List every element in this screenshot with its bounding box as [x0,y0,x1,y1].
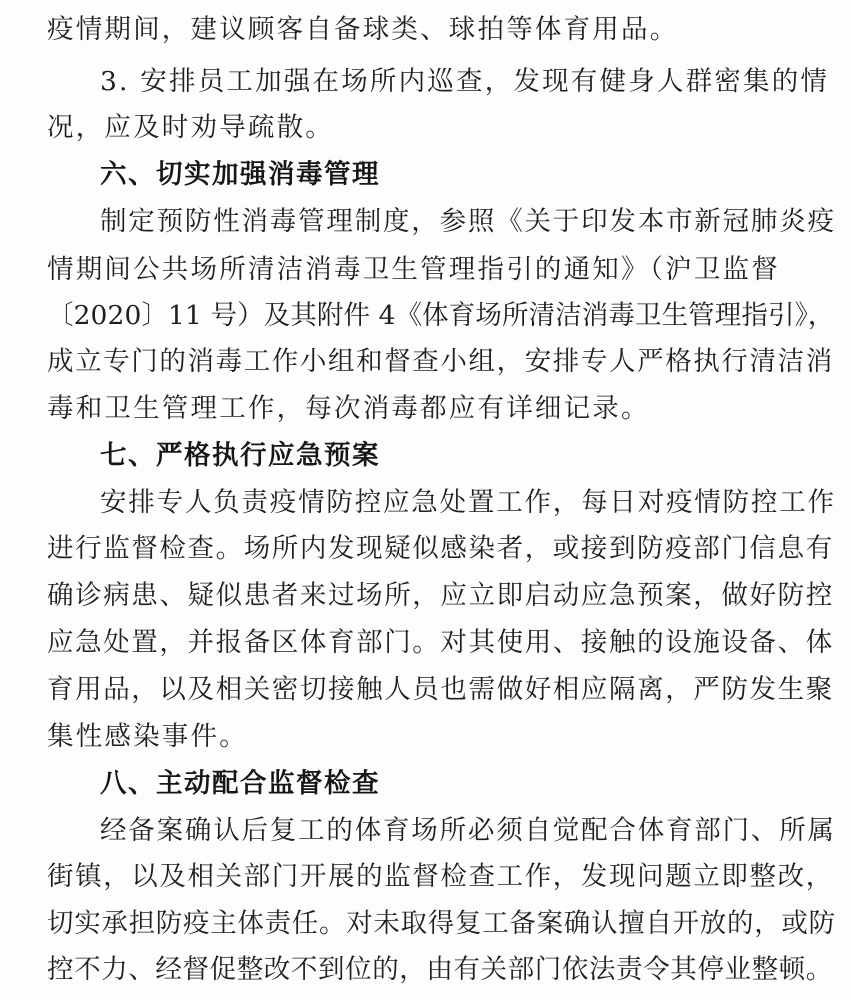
paragraph-line: 毒和卫生管理工作，每次消毒都应有详细记录。 [47,393,650,424]
paragraph-line: 确诊病患、疑似患者来过场所，应立即启动应急预案，做好防控 [47,580,834,611]
paragraph-line: 街镇，以及相关部门开展的监督检查工作，发现问题立即整改， [47,861,834,892]
paragraph-line: 安排专人负责疫情防控应急处置工作，每日对疫情防控工作 [100,487,836,518]
paragraph-line: 应急处置，并报备区体育部门。对其使用、接触的设施设备、体 [47,627,834,658]
paragraph-line: 〔2020〕11 号）及其附件 4《体育场所清洁消毒卫生管理指引》， [47,300,835,331]
paragraph-line: 制定预防性消毒管理制度，参照《关于印发本市新冠肺炎疫 [100,206,836,237]
section-heading-8: 八、主动配合监督检查 [100,768,380,799]
paragraph-line: 情期间公共场所清洁消毒卫生管理指引的通知》（沪卫监督 [47,254,780,285]
paragraph-line: 控不力、经督促整改不到位的，由有关部门依法责令其停业整顿。 [47,954,833,985]
paragraph-line: 进行监督检查。场所内发现疑似感染者，或接到防疫部门信息有 [47,533,834,564]
paragraph-line: 成立专门的消毒工作小组和督查小组，安排专人严格执行清洁消 [47,346,834,377]
section-heading-6: 六、切实加强消毒管理 [100,159,380,190]
paragraph-line: 育用品，以及相关密切接触人员也需做好相应隔离，严防发生聚 [47,674,834,705]
paragraph-line: 集性感染事件。 [47,721,248,752]
text-line: 况，应及时劝导疏散。 [47,112,334,143]
section-heading-7: 七、严格执行应急预案 [100,440,380,471]
list-item-3: 3. 安排员工加强在场所内巡查，发现有健身人群密集的情 [100,66,830,97]
text-line: 疫情期间，建议顾客自备球类、球拍等体育用品。 [47,14,679,45]
paragraph-line: 经备案确认后复工的体育场所必须自觉配合体育部门、所属 [100,815,836,846]
paragraph-line: 切实承担防疫主体责任。对未取得复工备案确认擅自开放的，或防 [47,908,836,939]
